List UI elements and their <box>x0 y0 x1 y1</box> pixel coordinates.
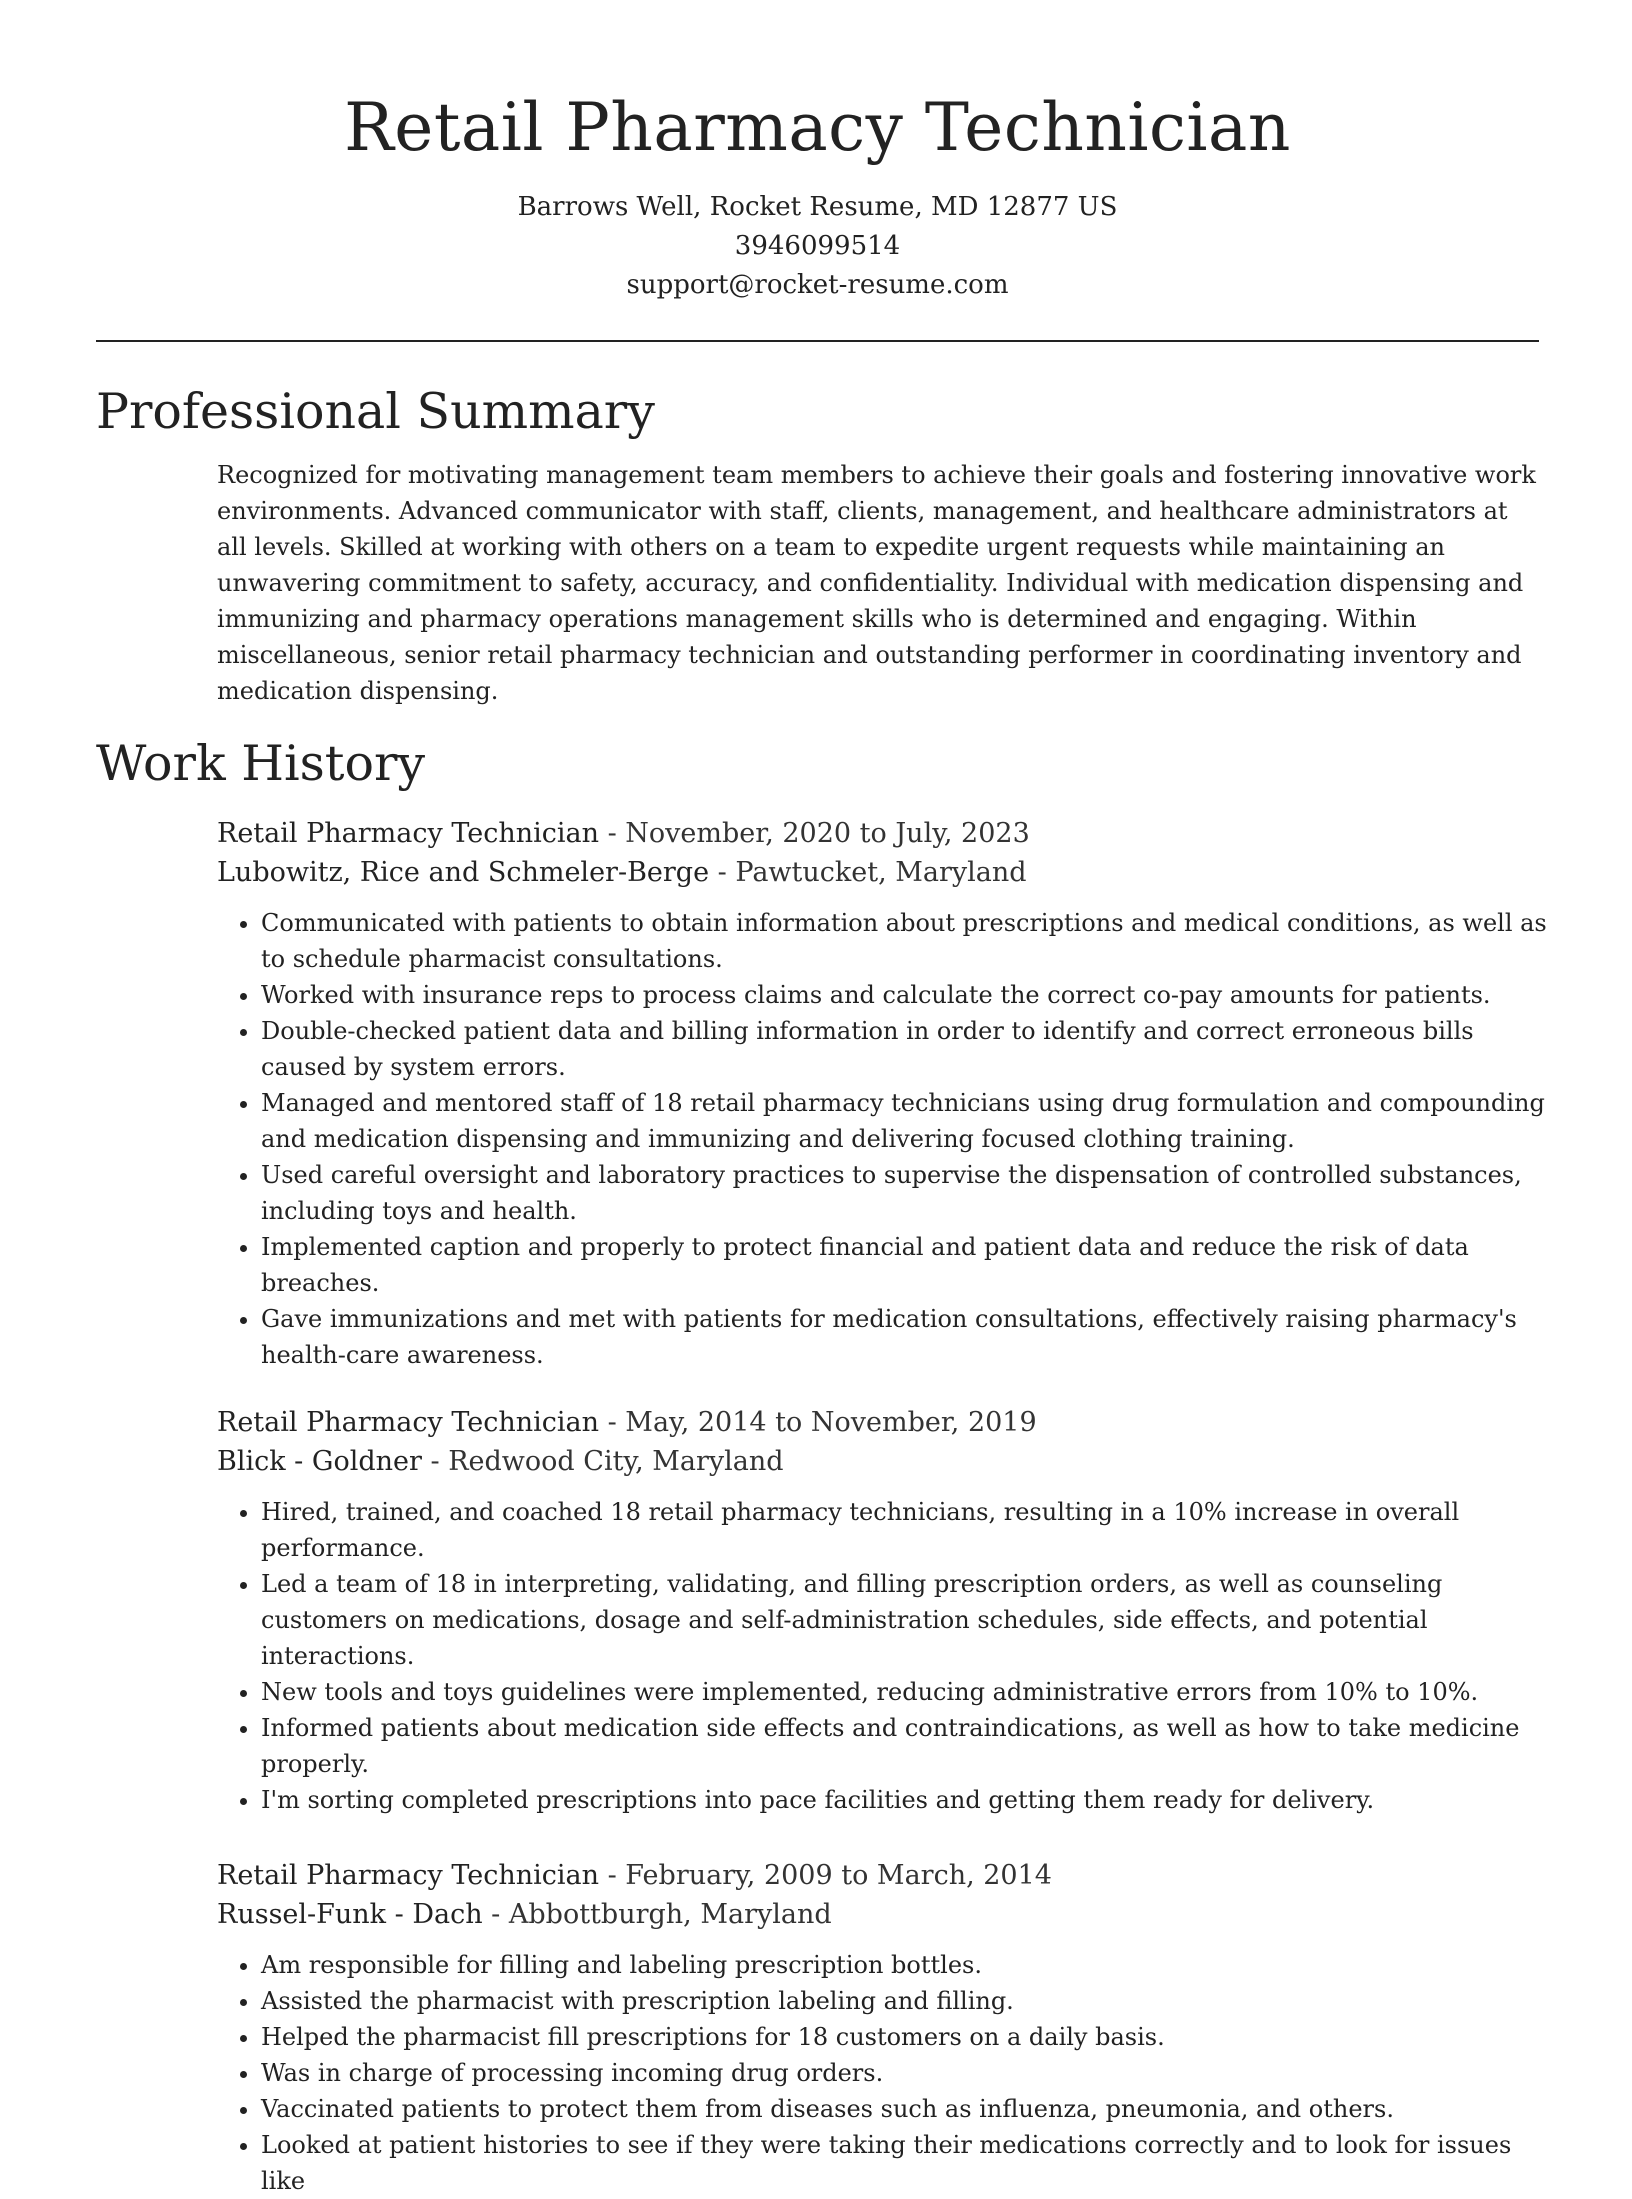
job-location: Pawtucket, Maryland <box>735 857 1027 888</box>
phone-number: 3946099514 <box>734 231 901 261</box>
list-item: • Communicated with patients to obtain information about prescriptions and medical conditions, as well as to schedule pharmacist consultations. <box>261 905 1551 977</box>
job-title-line <box>217 1856 1539 1895</box>
job-company-line <box>217 853 1539 892</box>
separator: - <box>599 1860 626 1891</box>
job-role: Retail Pharmacy Technician <box>217 1860 599 1891</box>
list-item: • Looked at patient histories to see if they were taking their medications correctly and to look for issues like <box>261 2127 1551 2199</box>
candidate-name: Retail Pharmacy Technician <box>344 89 1291 166</box>
list-item: • Assisted the pharmacist with prescription labeling and filling. <box>261 1983 1551 2019</box>
list-item: • Double-checked patient data and billing information in order to identify and correct erroneous bills caused by system errors. <box>261 1013 1551 1085</box>
list-item: • Helped the pharmacist fill prescriptions for 18 customers on a daily basis. <box>261 2019 1551 2055</box>
job-dates: May, 2014 to November, 2019 <box>625 1407 1037 1438</box>
separator: - <box>599 1407 626 1438</box>
job-company: Blick - Goldner <box>217 1446 422 1477</box>
resume-page <box>96 0 1547 2199</box>
list-item: • Was in charge of processing incoming drug orders. <box>261 2055 1551 2091</box>
separator: - <box>599 818 626 849</box>
job-dates: November, 2020 to July, 2023 <box>625 818 1030 849</box>
contact-info <box>96 188 1539 305</box>
job-company-line <box>217 1895 1539 1934</box>
job-entry <box>217 1856 1539 2199</box>
job-title-line <box>217 1403 1539 1442</box>
header-divider <box>96 340 1539 342</box>
job-title-line <box>217 814 1539 853</box>
job-bullets <box>217 1947 1551 2199</box>
list-item: • Implemented caption and properly to protect financial and patient data and reduce the risk of data breaches. <box>261 1229 1551 1301</box>
job-role: Retail Pharmacy Technician <box>217 818 599 849</box>
summary-text: Recognized for motivating management team members to achieve their goals and fostering innovative work environments. Advanced communicator with staff, clients, management, and healthcare administrators at all levels. Skilled at working with others on a team to expedite urgent requests while maintaining an unwavering commitment to safety, accuracy, and confidentiality. Individual with medication dispensing and immunizing and pharmacy operations management skills who is determined and engaging. Within miscellaneous, senior retail pharmacy technician and outstanding performer in coordinating inventory and medication dispensing. <box>217 461 1536 705</box>
separator: - <box>482 1899 509 1930</box>
job-role: Retail Pharmacy Technician <box>217 1407 599 1438</box>
resume-header <box>96 0 1539 305</box>
list-item: • Gave immunizations and met with patients for medication consultations, effectively raising pharmacy's health-care awareness. <box>261 1301 1551 1373</box>
job-company: Lubowitz, Rice and Schmeler-Berge <box>217 857 710 888</box>
summary-heading: Professional Summary <box>96 383 655 440</box>
work-history-heading: Work History <box>96 735 426 792</box>
list-item: • Used careful oversight and laboratory practices to supervise the dispensation of controlled substances, including toys and health. <box>261 1157 1551 1229</box>
list-item: • Worked with insurance reps to process claims and calculate the correct co-pay amounts for patients. <box>261 977 1551 1013</box>
job-dates: February, 2009 to March, 2014 <box>625 1860 1052 1891</box>
email-address: support@rocket-resume.com <box>626 270 1009 300</box>
job-location: Redwood City, Maryland <box>448 1446 784 1477</box>
list-item: • Vaccinated patients to protect them from diseases such as influenza, pneumonia, and others. <box>261 2091 1551 2127</box>
job-entry <box>217 1403 1539 1818</box>
job-location: Abbottburgh, Maryland <box>508 1899 832 1930</box>
job-entry <box>217 814 1547 1373</box>
list-item: • Informed patients about medication side effects and contraindications, as well as how to take medicine properly. <box>261 1710 1551 1782</box>
separator: - <box>421 1446 449 1477</box>
job-bullets <box>217 1494 1551 1818</box>
list-item: • New tools and toys guidelines were implemented, reducing administrative errors from 10% to 10%. <box>261 1674 1551 1710</box>
list-item: • Managed and mentored staff of 18 retail pharmacy technicians using drug formulation and compounding and medication dispensing and immunizing and delivering focused clothing training. <box>261 1085 1551 1157</box>
job-company: Russel-Funk - Dach <box>217 1899 483 1930</box>
job-bullets <box>217 905 1551 1373</box>
separator: - <box>709 857 736 888</box>
list-item: • Led a team of 18 in interpreting, validating, and filling prescription orders, as well as counseling customers on medications, dosage and self-administration schedules, side effects, and potential interactions. <box>261 1566 1551 1674</box>
list-item: • Hired, trained, and coached 18 retail pharmacy technicians, resulting in a 10% increase in overall performance. <box>261 1494 1551 1566</box>
job-company-line <box>217 1442 1539 1481</box>
address: Barrows Well, Rocket Resume, MD 12877 US <box>517 192 1118 222</box>
list-item: • Am responsible for filling and labeling prescription bottles. <box>261 1947 1551 1983</box>
list-item: • I'm sorting completed prescriptions into pace facilities and getting them ready for delivery. <box>261 1782 1551 1818</box>
